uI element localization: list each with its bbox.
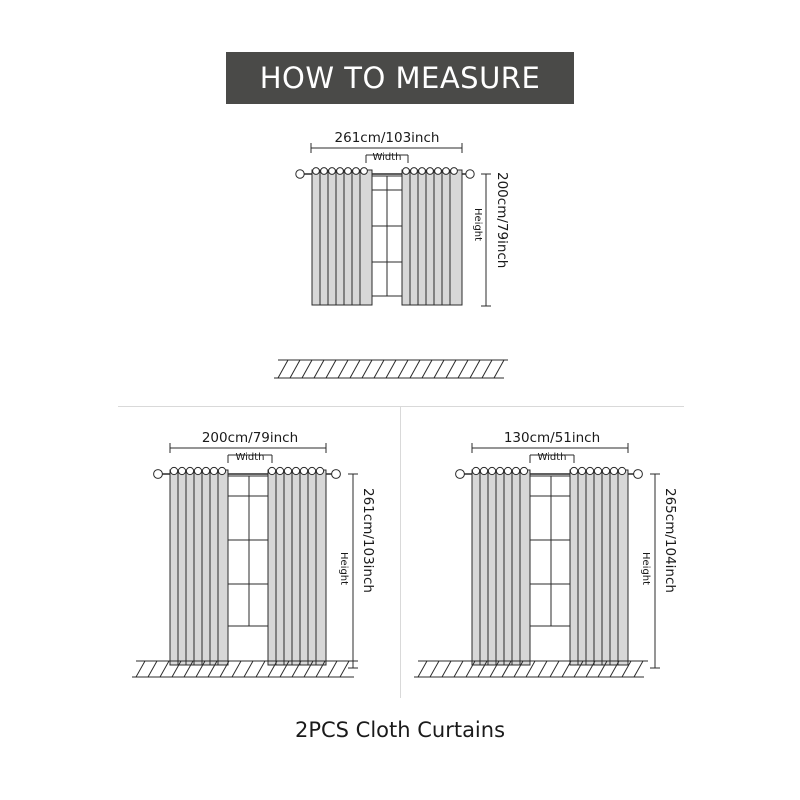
title-banner — [226, 52, 574, 104]
top-height-dimension-label: 200cm/79inch — [494, 172, 510, 269]
top-floor-hatch — [272, 352, 512, 384]
bottom-left-width-word: Width — [235, 452, 265, 463]
page-title: HOW TO MEASURE — [259, 61, 541, 95]
top-height-word: Height — [472, 208, 483, 242]
diagram-bottom-left — [148, 430, 388, 690]
diagram-bottom-right — [440, 430, 680, 690]
bottom-right-height-word: Height — [640, 552, 651, 586]
top-width-dimension-label: 261cm/103inch — [334, 130, 440, 146]
bottom-left-width-dimension-label: 200cm/79inch — [201, 430, 299, 446]
bottom-right-width-word: Width — [537, 452, 567, 463]
diagram-top — [290, 130, 520, 380]
bottom-left-height-dimension-label: 261cm/103inch — [360, 488, 376, 593]
bottom-right-floor-hatch — [412, 655, 650, 681]
bottom-right-height-dimension-label: 265cm/104inch — [662, 488, 678, 593]
bottom-left-curtain-drawing — [148, 430, 388, 690]
divider-horizontal — [118, 406, 684, 407]
bottom-left-floor-hatch — [130, 655, 360, 681]
bottom-left-height-word: Height — [338, 552, 349, 586]
footer-caption: 2PCS Cloth Curtains — [294, 718, 506, 742]
divider-vertical — [400, 406, 401, 698]
top-width-word: Width — [372, 152, 402, 163]
top-curtain-drawing — [290, 130, 520, 380]
bottom-right-width-dimension-label: 130cm/51inch — [503, 430, 601, 446]
